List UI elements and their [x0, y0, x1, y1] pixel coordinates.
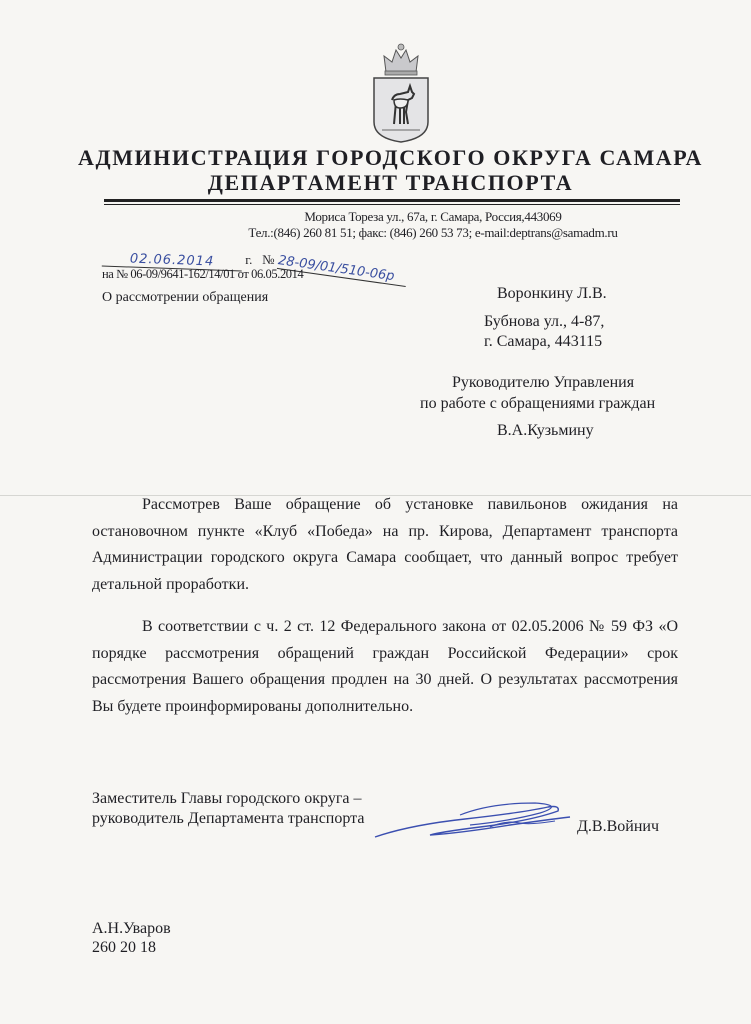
signatory-name: Д.В.Войнич	[577, 818, 659, 835]
address-line: Мориса Тореза ул., 67а, г. Самара, Россия,443069	[304, 209, 562, 224]
registration-date: 02.06.2014	[102, 251, 242, 272]
contacts-line: Тел.:(846) 260 81 51; факс: (846) 260 53 73; e-mail:deptrans@samadm.ru	[248, 225, 618, 240]
recipient2-title: Руководителю Управления	[452, 374, 635, 391]
executor-phone: 260 20 18	[92, 939, 156, 956]
samara-coat-of-arms-icon	[370, 42, 432, 144]
body-paragraph	[92, 614, 678, 720]
registration-date-suffix: г.	[245, 252, 253, 267]
department-name: ДЕПАРТАМЕНТ ТРАНСПОРТА	[207, 170, 574, 195]
recipient2-name: В.А.Кузьмину	[497, 422, 594, 439]
registration-number-label: №	[262, 252, 275, 267]
body-paragraph-text: Рассмотрев Ваше обращение об установке павильонов ожидания на остановочном пункте «Клуб «Победа» на пр. Кирова, Департамент транспорта Администрации городского округа Самара сообщает, что данный вопрос требует детальной проработки.	[92, 496, 678, 593]
recipient-address-street: Бубнова ул., 4-87,	[484, 313, 605, 330]
reference-number: на № 06-09/9641-162/14/01 от 06.05.2014	[102, 267, 304, 281]
letterhead-rule-thin	[104, 204, 680, 205]
handwritten-signature-icon	[370, 795, 580, 855]
letterhead-rule-thick	[104, 199, 680, 202]
registration-number: 28-09/01/510-06р	[277, 253, 408, 287]
recipient-address-city: г. Самара, 443115	[484, 333, 603, 350]
recipient2-department: по работе с обращениями граждан	[420, 395, 656, 412]
signatory-title-line1: Заместитель Главы городского округа –	[92, 790, 362, 807]
org-name: АДМИНИСТРАЦИЯ ГОРОДСКОГО ОКРУГА САМАРА	[77, 145, 704, 170]
recipient-name: Воронкину Л.В.	[497, 285, 607, 302]
body-paragraph-text: В соответствии с ч. 2 ст. 12 Федерального закона от 02.05.2006 № 59 ФЗ «О порядке рассмотрения обращений граждан Российской Федерации» срок рассмотрения Вашего обращения продлен на 30 дней. О результатах рассмотрения Вы будете проинформированы дополнительно.	[92, 618, 678, 715]
letter-subject: О рассмотрении обращения	[102, 290, 269, 305]
signatory-title-line2: руководитель Департамента транспорта	[92, 810, 365, 827]
executor-name: А.Н.Уваров	[92, 920, 171, 937]
body-paragraph	[92, 492, 678, 598]
